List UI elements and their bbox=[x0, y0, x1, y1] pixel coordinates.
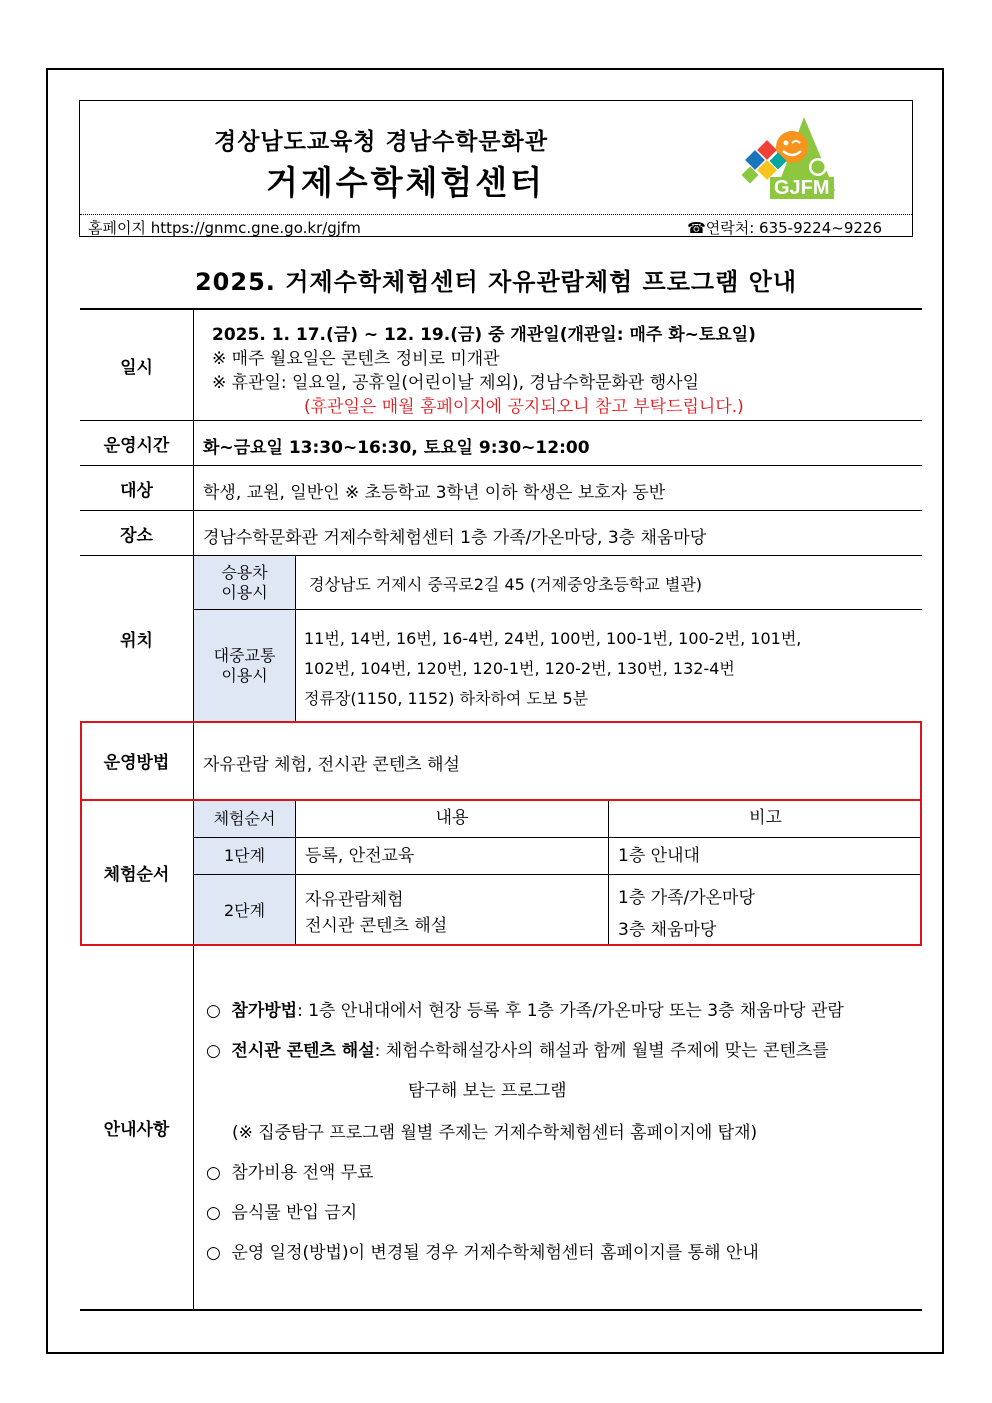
order-header-content: 내용 bbox=[296, 800, 609, 837]
car-label: 승용차 이용시 bbox=[194, 556, 296, 609]
notice-item-2-note: (※ 집중탐구 프로그램 월별 주제는 거제수학체험센터 홈페이지에 탑재) bbox=[232, 1123, 758, 1143]
order-header-step: 체험순서 bbox=[194, 800, 296, 837]
target-value: 학생, 교원, 일반인 ※ 초등학교 3학년 이하 학생은 보호자 동반 bbox=[203, 483, 666, 503]
bus-label: 대중교통 이용시 bbox=[194, 610, 296, 722]
homepage-link[interactable]: 홈페이지 https://gnmc.gne.go.kr/gjfm bbox=[88, 219, 361, 237]
date-note-closed: ※ 휴관일: 일요일, 공휴일(어린이날 제외), 경남수학문화관 행사일 bbox=[212, 373, 700, 393]
order-header-note: 비고 bbox=[749, 808, 782, 828]
row-label: 일시 bbox=[80, 310, 194, 420]
notice-item-4: ○ 음식물 반입 금지 bbox=[206, 1203, 358, 1223]
order-step-1-note: 1층 안내대 bbox=[618, 846, 700, 866]
row-label: 위치 bbox=[80, 556, 194, 721]
row-label: 운영방법 bbox=[80, 722, 194, 799]
row-label: 장소 bbox=[80, 511, 194, 555]
row-target bbox=[80, 465, 922, 510]
notice-item-1: ○ 참가방법: 1층 안내대에서 현장 등록 후 1층 가족/가온마당 또는 3층 채움마당 관람 bbox=[206, 1001, 844, 1021]
header-title: 거제수학체험센터 bbox=[266, 163, 546, 202]
hours-value: 화~금요일 13:30~16:30, 토요일 9:30~12:00 bbox=[203, 438, 590, 458]
page-title: 2025. 거제수학체험센터 자유관람체험 프로그램 안내 bbox=[194, 268, 797, 296]
order-step-1: 1단계 bbox=[194, 838, 296, 874]
row-place bbox=[80, 510, 922, 555]
row-notice bbox=[80, 945, 922, 1311]
row-label: 체험순서 bbox=[80, 800, 194, 945]
row-label: 안내사항 bbox=[80, 946, 194, 1309]
logo-text: GJFM bbox=[774, 177, 830, 199]
order-step-2-note: 1층 가족/가온마당 3층 채움마당 bbox=[618, 888, 755, 940]
header-subtitle: 경상남도교육청 경남수학문화관 bbox=[214, 129, 549, 155]
car-address: 경상남도 거제시 중곡로2길 45 (거제중앙초등학교 별관) bbox=[309, 575, 703, 594]
order-step-1-content: 등록, 안전교육 bbox=[296, 838, 609, 874]
date-note-notice: (휴관일은 매월 홈페이지에 공지되오니 참고 부탁드립니다.) bbox=[304, 397, 744, 417]
row-method bbox=[80, 721, 922, 799]
row-label: 대상 bbox=[80, 466, 194, 510]
gjfm-logo bbox=[730, 113, 850, 205]
row-hours bbox=[80, 420, 922, 465]
header-divider bbox=[80, 214, 912, 215]
notice-item-2: ○ 전시관 콘텐츠 해설: 체험수학해설강사의 해설과 함께 월별 주제에 맞는 콘텐츠를 bbox=[206, 1041, 829, 1061]
bus-routes-1: 11번, 14번, 16번, 16-4번, 24번, 100번, 100-1번, 100-2번, 101번, bbox=[304, 629, 802, 648]
row-label: 운영시간 bbox=[80, 421, 194, 465]
order-step-2: 2단계 bbox=[194, 875, 296, 946]
row-date bbox=[80, 308, 922, 420]
order-step-2-content: 자유관람체험 전시관 콘텐츠 해설 bbox=[296, 875, 609, 946]
date-note-monday: ※ 매주 월요일은 콘텐츠 정비로 미개관 bbox=[212, 349, 500, 369]
notice-item-5: ○ 운영 일정(방법)이 변경될 경우 거제수학체험센터 홈페이지를 통해 안내 bbox=[206, 1243, 759, 1263]
header-box bbox=[79, 100, 913, 237]
method-value: 자유관람 체험, 전시관 콘텐츠 해설 bbox=[203, 755, 460, 775]
bus-stop: 정류장(1150, 1152) 하차하여 도보 5분 bbox=[304, 689, 589, 708]
notice-item-2-cont: 탐구해 보는 프로그램 bbox=[408, 1081, 567, 1101]
bus-routes-2: 102번, 104번, 120번, 120-1번, 120-2번, 130번, 132-4번 bbox=[304, 659, 735, 678]
row-order bbox=[80, 799, 922, 945]
row-location bbox=[80, 555, 922, 721]
contact-phone: ☎연락처: 635-9224~9226 bbox=[687, 219, 882, 237]
place-value: 경남수학문화관 거제수학체험센터 1층 가족/가온마당, 3층 채움마당 bbox=[203, 528, 707, 548]
date-range: 2025. 1. 17.(금) ~ 12. 19.(금) 중 개관일(개관일: 매주 화~토요일) bbox=[212, 325, 756, 345]
notice-item-3: ○ 참가비용 전액 무료 bbox=[206, 1163, 374, 1183]
